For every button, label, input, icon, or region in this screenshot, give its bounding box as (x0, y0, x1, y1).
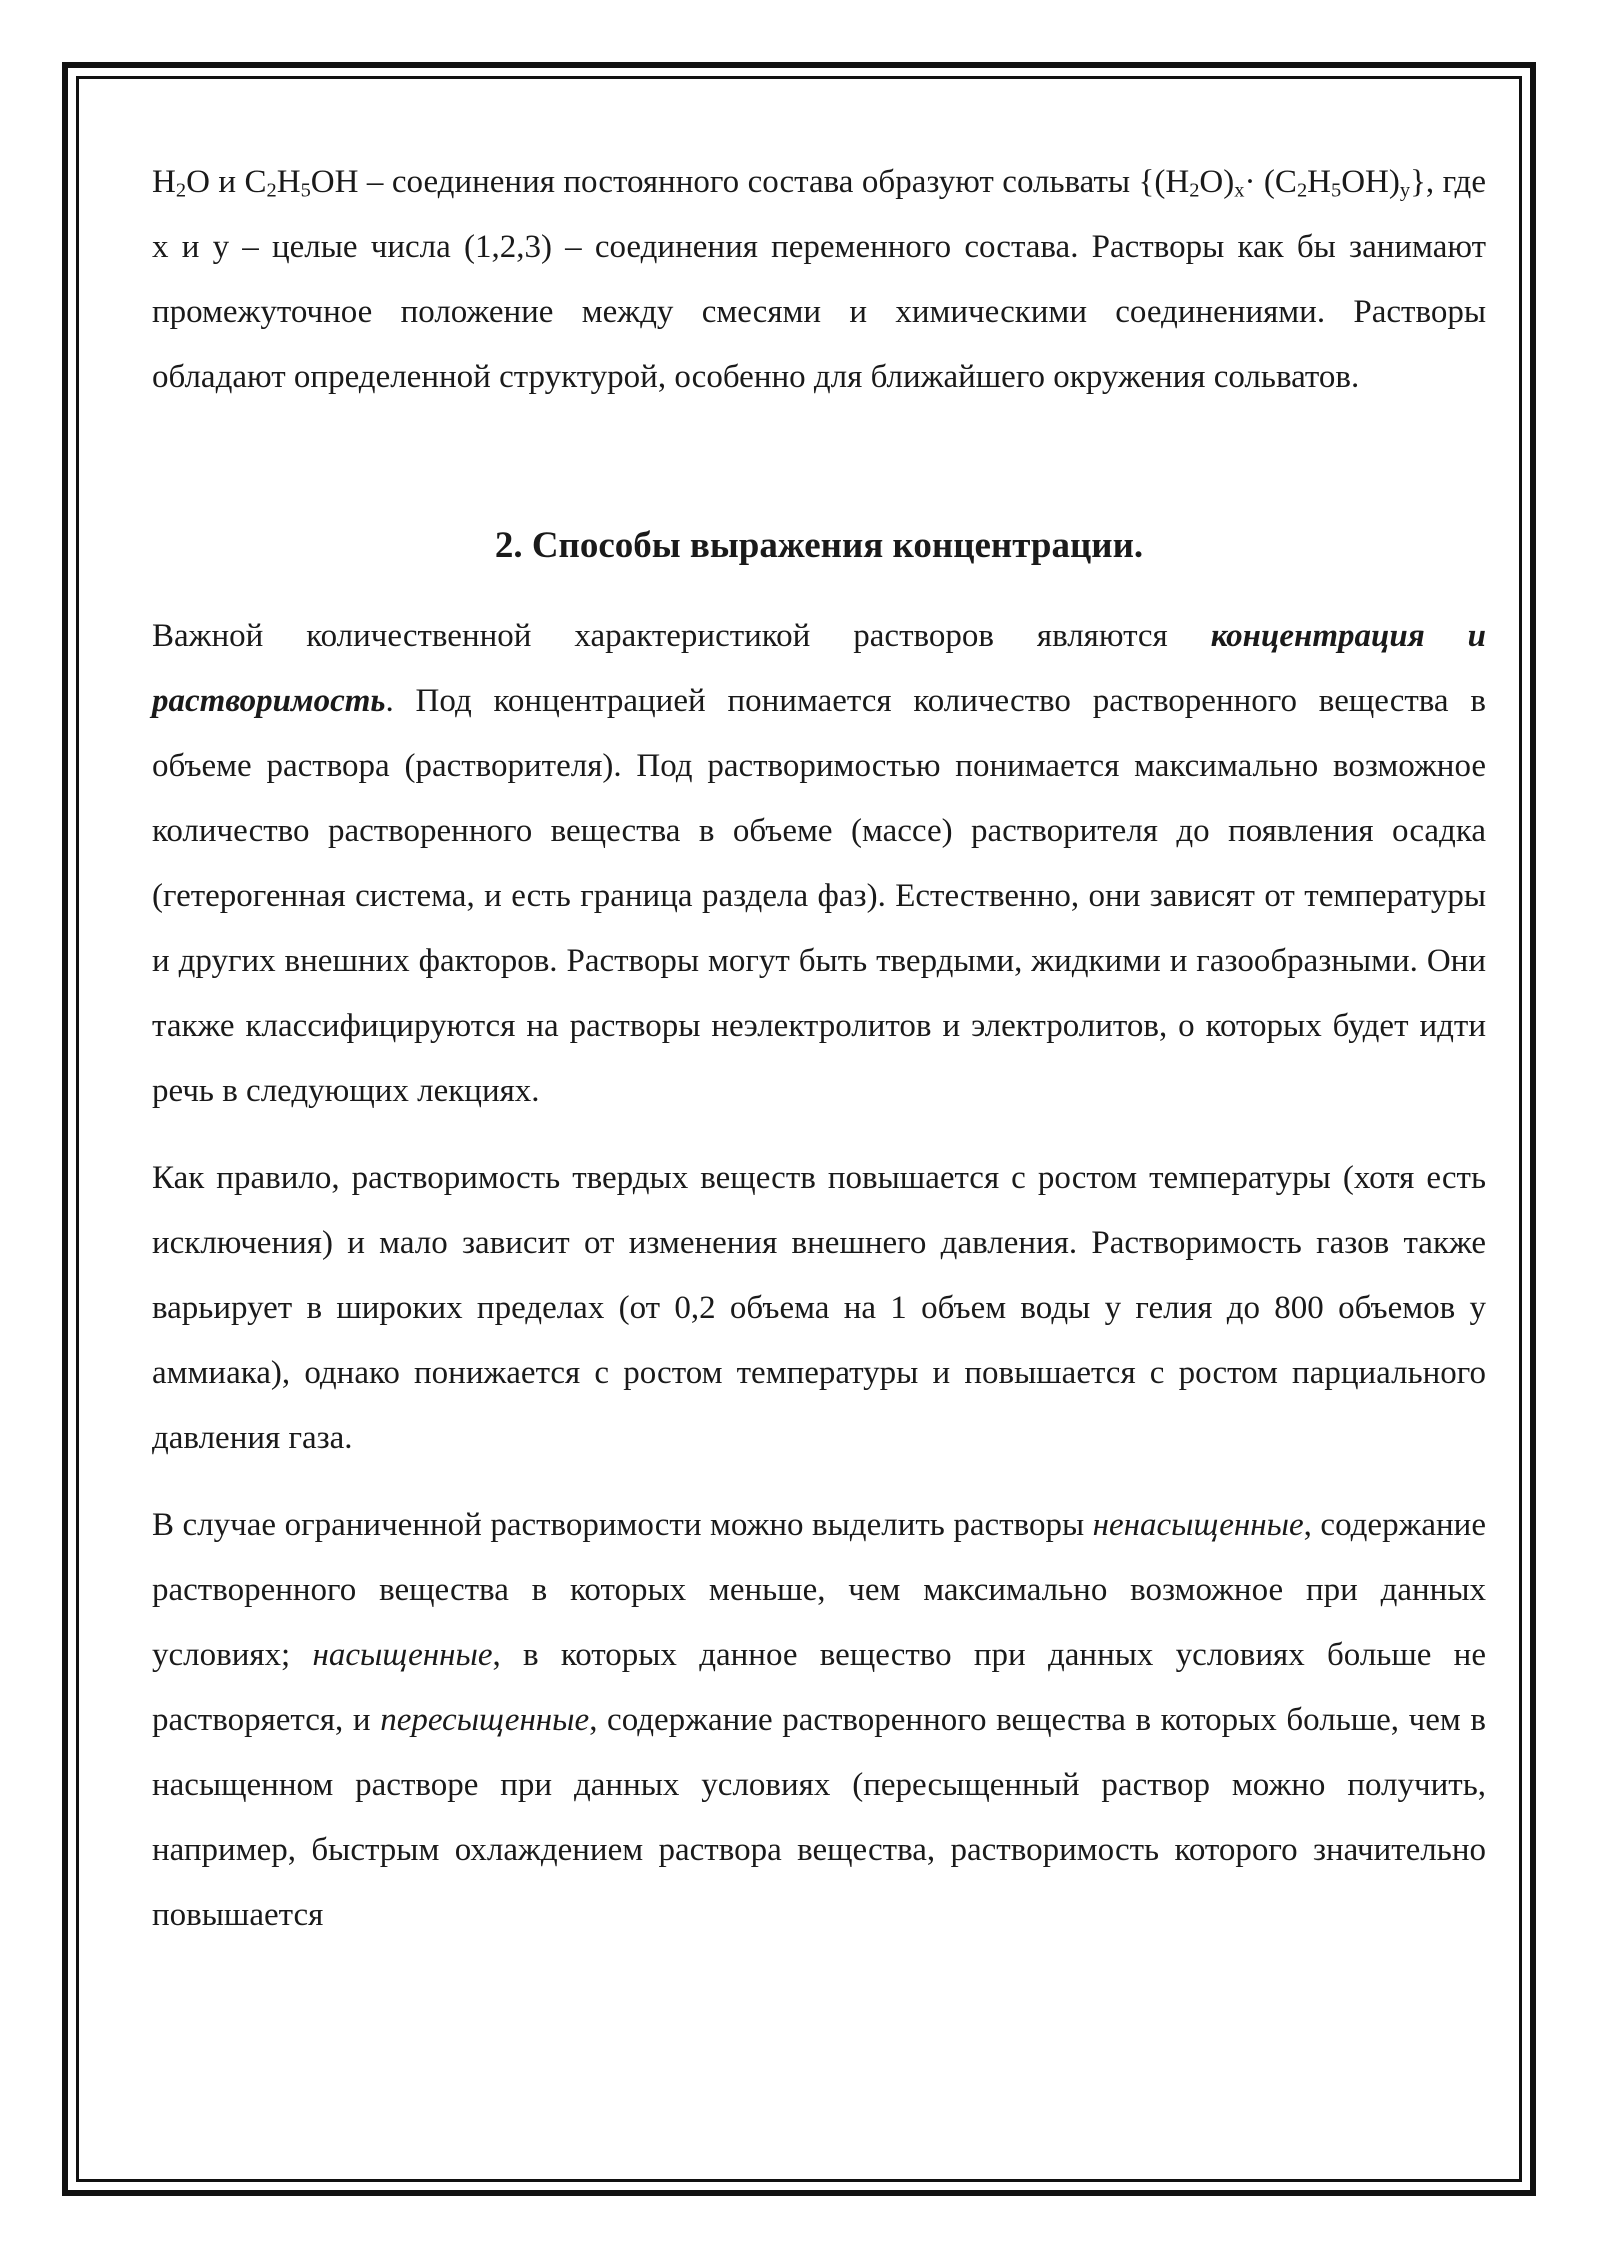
intro-text: H (276, 164, 301, 200)
subscript: 2 (175, 179, 187, 202)
emphasis-term: концентрация и растворимость (152, 618, 1486, 719)
intro-text: · (C (1244, 164, 1297, 200)
intro-text: H (1307, 164, 1331, 200)
subscript: y (1399, 179, 1411, 202)
paragraph-text: , содержание растворенного вещества в которых больше, чем в насыщенном растворе при данных условиях (пересыщенный раствор можно получить, например, быстрым охлаждением раствора вещества, растворимость которого значительно повышается (152, 1702, 1486, 1933)
subscript: 2 (266, 179, 277, 202)
paragraph-saturation (152, 1493, 1486, 1948)
paragraph-text: В случае ограниченной растворимости можно выделить растворы (152, 1507, 1093, 1543)
italic-term: пересыщенные (380, 1702, 590, 1738)
intro-paragraph (152, 150, 1486, 410)
subscript: 2 (1296, 179, 1308, 202)
subscript: 5 (1331, 179, 1342, 202)
document-body (152, 150, 1486, 1948)
intro-text: H (152, 164, 176, 200)
paragraph-text: , содержание растворенного вещества в которых меньше, чем максимально возможное при данных условиях; (152, 1507, 1486, 1673)
intro-text: O) (1199, 164, 1235, 200)
subscript: x (1234, 179, 1245, 202)
paragraph-solubility: Как правило, растворимость твердых веществ повышается с ростом температуры (хотя есть исключения) и мало зависит от изменения внешнего давления. Растворимость газов также варьирует в широких пределах (от 0,2 объема на 1 объем воды у гелия до 800 объемов у аммиака), однако понижается с ростом температуры и повышается с ростом парциального давления газа. (152, 1160, 1486, 1456)
italic-term: ненасыщенные (1092, 1507, 1304, 1543)
paragraph-text: Важной количественной характеристикой растворов являются (152, 618, 1211, 654)
intro-text: O и C (186, 164, 267, 200)
intro-text: OH – соединения постоянного состава образуют сольваты {(H (310, 164, 1190, 200)
subscript: 2 (1189, 179, 1200, 202)
subscript: 5 (300, 179, 311, 202)
paragraph-text: , в которых данное вещество при данных условиях больше не растворяется, и (152, 1637, 1486, 1738)
intro-text: OH) (1341, 164, 1400, 200)
paragraph-concentration (152, 604, 1486, 1124)
intro-text: }, где x и y – целые числа (1,2,3) – соединения переменного состава. Растворы как бы занимают промежуточное положение между смесями и химическими соединениями. Растворы обладают определенной структурой, особенно для ближайшего окружения сольватов. (152, 164, 1486, 395)
section-heading: 2. Способы выражения концентрации. (494, 525, 1144, 566)
paragraph-text: . Под концентрацией понимается количество растворенного вещества в объеме раствора (растворителя). Под растворимостью понимается максимально возможное количество растворенного вещества в объеме (массе) растворителя до появления осадка (гетерогенная система, и есть граница раздела фаз). Естественно, они зависят от температуры и других внешних факторов. Растворы могут быть твердыми, жидкими и газообразными. Они также классифицируются на растворы неэлектролитов и электролитов, о которых будет идти речь в следующих лекциях. (152, 683, 1486, 1109)
italic-term: насыщенные (312, 1637, 493, 1673)
